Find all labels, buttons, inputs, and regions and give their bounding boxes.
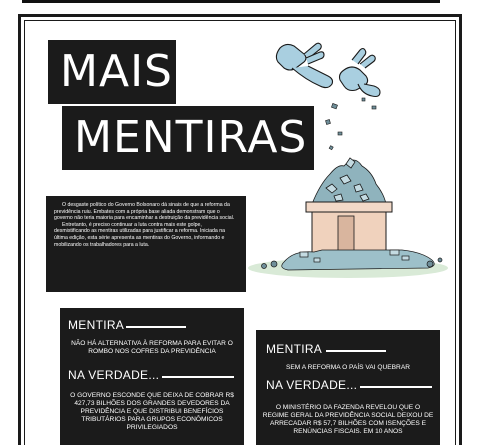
crumbling-pedestal-illustration	[240, 36, 450, 286]
intro-paragraph-1: O desgaste político do Governo Bolsonaro dá sinais de que a reforma da previdência ruiu. Embates com a própria base aliada demonstram que o governo não teria maioria para encaminhar a destruição da previdência social.	[54, 202, 235, 222]
verdade-divider	[162, 376, 234, 378]
verdade-divider	[360, 386, 432, 388]
right-hand-icon	[340, 49, 381, 97]
verdade-text: O MINISTÉRIO DA FAZENDA REVELOU QUE O REGIME GERAL DA PREVIDÊNCIA SOCIAL DEIXOU DE ARRECADAR R$ 57,7 BILHÕES COM ISENÇÕES E RENÚNCIAS FISCAIS. EM 10 ANOS	[262, 404, 434, 435]
myth-card-1	[60, 308, 244, 445]
mentira-text: SEM A REFORMA O PAÍS VAI QUEBRAR	[286, 364, 410, 371]
mentira-label: MENTIRA	[68, 318, 125, 332]
top-rule	[22, 0, 440, 3]
intro-text-box	[46, 196, 246, 292]
mentira-label: MENTIRA	[266, 342, 323, 356]
headline-line-2: MENTIRAS	[62, 106, 314, 170]
myth-card-2	[256, 330, 440, 445]
verdade-label: NA VERDADE...	[68, 368, 160, 382]
mentira-text: NÃO HÁ ALTERNATIVA À REFORMA PARA EVITAR O ROMBO NOS COFRES DA PREVIDÊNCIA	[71, 340, 233, 355]
verdade-text: O GOVERNO ESCONDE QUE DEIXA DE COBRAR R$ 427,73 BILHÕES DOS GRANDES DEVEDORES DA PREVIDÊNCIA E QUE DISTRIBUI BENEFÍCIOS TRIBUTÁRIOS PARA GRUPOS ECONÔMICOS PRIVILEGIADOS	[70, 392, 234, 431]
headline-line-1: MAIS	[48, 40, 176, 104]
verdade-label: NA VERDADE...	[266, 378, 358, 392]
left-hand-icon	[276, 43, 332, 87]
mentira-divider	[126, 326, 186, 328]
mentira-divider	[326, 350, 386, 352]
intro-paragraph-2: Entretanto, é preciso continuar a luta contra mais este golpe, desmistificando as mentiras utilizadas para justificar a reforma. Iniciada na última edição, esta série apresenta as mentiras do Governo, informando e mobilizando os trabalhadores para a luta.	[54, 221, 225, 248]
